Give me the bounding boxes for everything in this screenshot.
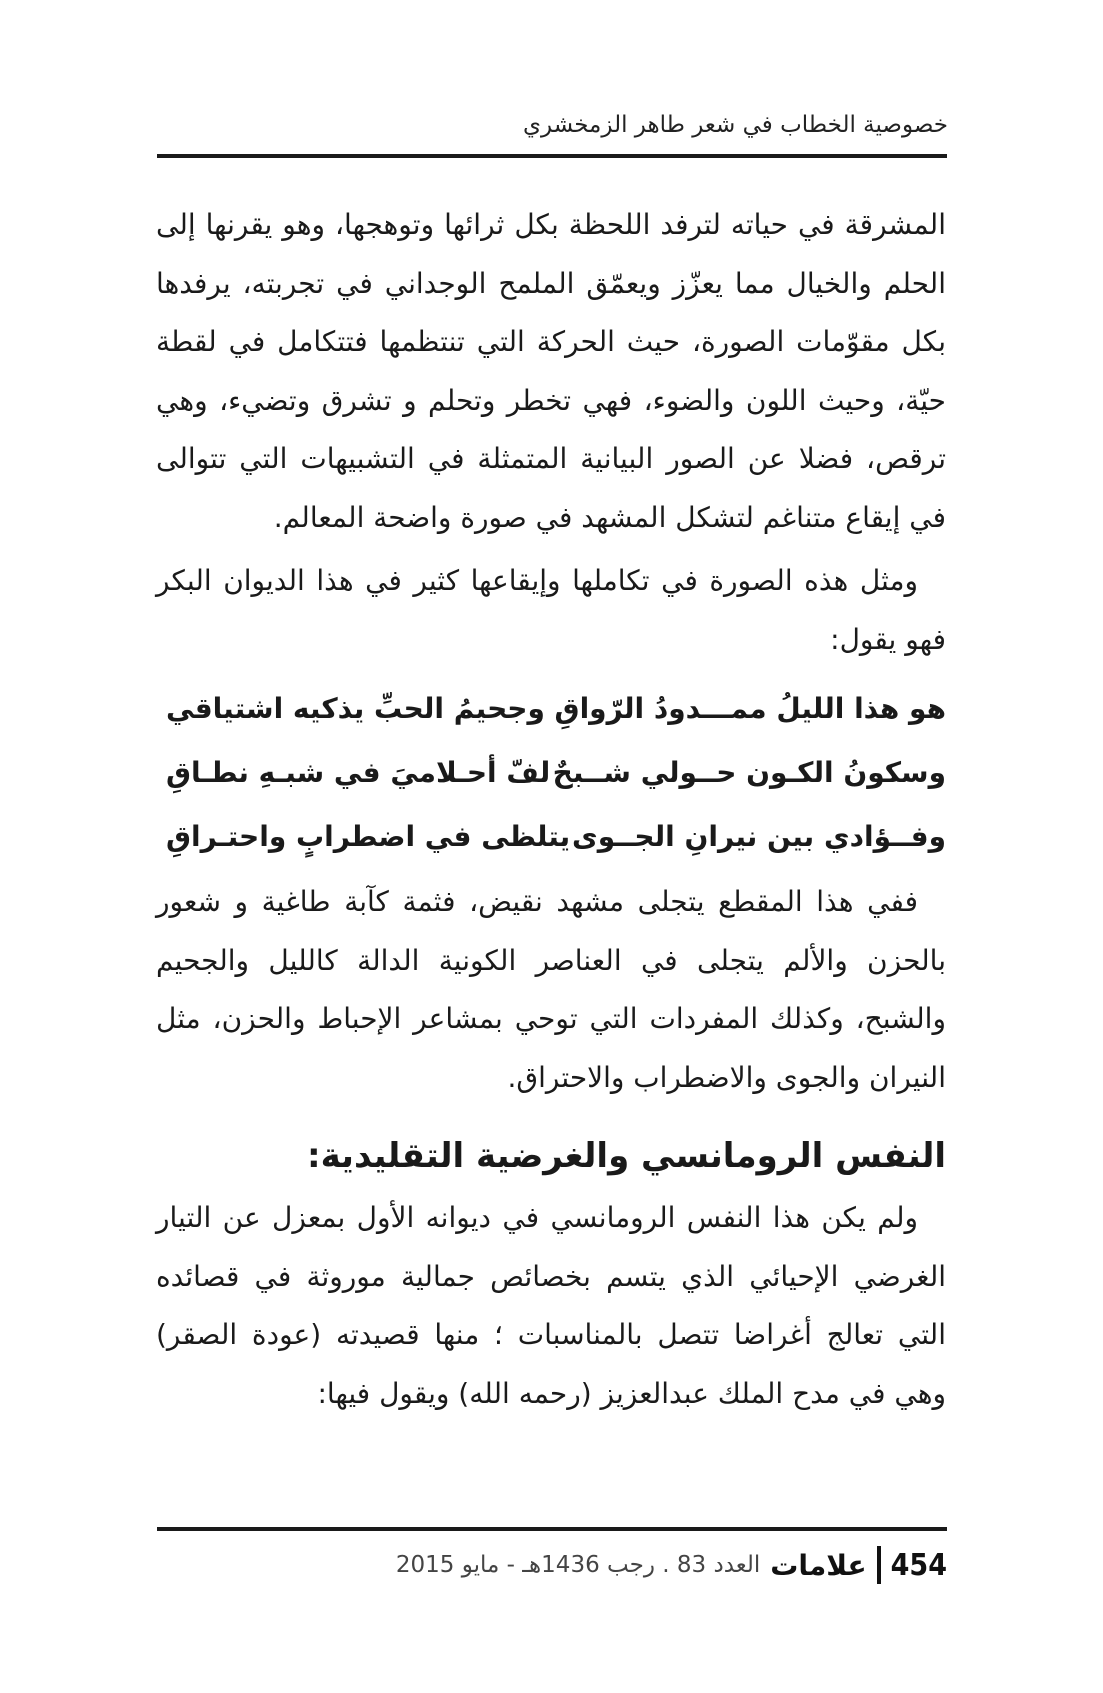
page-body <box>156 196 946 1423</box>
verse-first-hemistich: وسكونُ الكـون حــولي شــبحٌ <box>552 756 946 789</box>
issue-info: العدد 83 . رجب 1436هـ - مايو 2015 <box>395 1552 761 1578</box>
footer-rule <box>157 1527 947 1531</box>
body-paragraph: المشرقة في حياته لترفد اللحظة بكل ثرائها وتوهجها، وهو يقرنها إلى الحلم والخيال مما يعزّز ويعمّق الملمح الوجداني في تجربته، يرفدها بكل مقوّمات الصورة، حيث الحركة التي تنتظمها فتتكامل في لقطة حيّة، وحيث اللون والضوء، فهي تخطر وتحلم و تشرق وتضيء، وهي ترقص، فضلا عن الصور البيانية المتمثلة في التشبيهات التي تتوالى في إيقاع متناغم لتشكل المشهد في صورة واضحة المعالم. <box>156 208 946 534</box>
running-header: خصوصية الخطاب في شعر طاهر الزمخشري <box>523 112 948 138</box>
verse-second-hemistich: لفّ أحـلاميَ في شبـهِ نطـاقِ <box>166 756 551 789</box>
footer-divider <box>877 1546 881 1584</box>
verse-first-hemistich: هو هذا الليلُ ممـــدودُ الرّواقِ <box>554 692 946 725</box>
page-number: 454 <box>890 1547 947 1583</box>
page-footer <box>157 1540 947 1590</box>
section-heading: النفس الرومانسي والغرضية التقليدية: <box>306 1136 946 1176</box>
verse-second-hemistich: يتلظى في اضطرابٍ واحتـراقِ <box>166 820 571 853</box>
journal-logo: علامات <box>770 1548 867 1582</box>
body-paragraph: ففي هذا المقطع يتجلى مشهد نقيض، فثمة كآبة طاغية و شعور بالحزن والألم يتجلى في العناصر الكونية الدالة كالليل والجحيم والشبح، وكذلك المفردات التي توحي بمشاعر الإحباط والحزن، مثل النيران والجوى والاضطراب والاحتراق. <box>156 885 946 1094</box>
poem-verse <box>156 805 946 869</box>
poem-verse <box>156 677 946 741</box>
poem-block <box>156 677 946 869</box>
poem-verse <box>156 741 946 805</box>
body-paragraph: ومثل هذه الصورة في تكاملها وإيقاعها كثير في هذا الديوان البكر فهو يقول: <box>156 564 946 656</box>
verse-second-hemistich: وجحيمُ الحبِّ يذكيه اشتياقي <box>166 692 545 725</box>
body-paragraph: ولم يكن هذا النفس الرومانسي في ديوانه الأول بمعزل عن التيار الغرضي الإحيائي الذي يتسم بخصائص جمالية موروثة في قصائده التي تعالج أغراضا تتصل بالمناسبات ؛ منها قصيدته (عودة الصقر) وهي في مدح الملك عبدالعزيز (رحمه الله) ويقول فيها: <box>156 1201 946 1410</box>
verse-first-hemistich: وفــؤادي بين نيرانِ الجــوى <box>572 820 946 853</box>
header-rule <box>157 154 947 158</box>
